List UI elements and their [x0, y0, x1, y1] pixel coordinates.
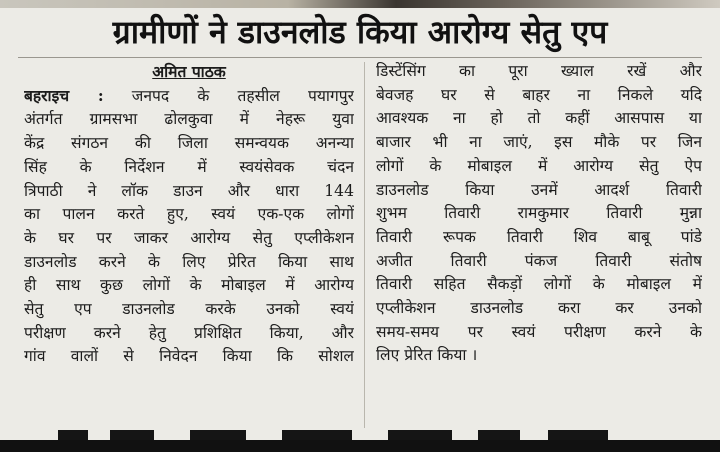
article-line: परीक्षण करने हेतु प्रशिक्षित किया, और	[24, 323, 354, 342]
dateline: बहराइच :	[24, 85, 104, 105]
article-line: त्रिपाठी ने लॉक डाउन और धारा 144	[24, 181, 354, 200]
article-line-text: जनपद के तहसील पयागपुर	[103, 86, 354, 105]
byline	[24, 60, 354, 84]
headline-rule	[18, 57, 702, 58]
article-line: केंद्र संगठन की जिला समन्वयक अनन्या	[24, 134, 354, 153]
article-line: बेवजह घर से बाहर ना निकले यदि	[376, 85, 702, 104]
article-line: लिए प्रेरित किया ।	[376, 346, 478, 365]
article-line: का पालन करते हुए, स्वयं एक-एक लोगों	[24, 205, 354, 224]
article-line: आवश्यक ना हो तो कहीं आसपास या	[376, 109, 702, 128]
article-line: समय-समय पर स्वयं परीक्षण करने के	[376, 322, 702, 341]
article-line: लोगों के मोबाइल में आरोग्य सेतु ऐप	[376, 156, 702, 175]
article-line: तिवारी सहित सैकड़ों लोगों के मोबाइल में	[376, 275, 702, 294]
article-line: बाजार भी ना जाएं, इस मौके पर जिन	[376, 133, 702, 152]
byline-text: अमित पाठक	[152, 62, 226, 81]
article-line: तिवारी रूपक तिवारी शिव बाबू पांडे	[376, 227, 702, 246]
article-line: शुभम तिवारी रामकुमार तिवारी मुन्ना	[376, 204, 702, 223]
article-line: एप्लीकेशन डाउनलोड करा कर उनको	[376, 299, 702, 318]
article-line: के घर पर जाकर आरोग्य सेतु एप्लीकेशन	[24, 228, 354, 247]
bottom-dark-band	[0, 440, 720, 452]
article-line: ही साथ कुछ लोगों के मोबाइल में आरोग्य	[24, 276, 354, 295]
article-line: डाउनलोड करने के लिए प्रेरित किया साथ	[24, 252, 354, 271]
article-line: गांव वालों से निवेदन किया कि सोशल	[24, 347, 354, 366]
article-line: अजीत तिवारी पंकज तिवारी संतोष	[376, 251, 702, 270]
article-line: सिंह के निर्देशन में स्वयंसेवक चंदन	[24, 157, 354, 176]
article-column-right	[376, 60, 702, 368]
article-line	[24, 84, 354, 109]
article-line: डिस्टेंसिंग का पूरा ख्याल रखें और	[376, 62, 702, 80]
article-line: अंतर्गत ग्रामसभा ढोलकुवा में नेहरू युवा	[24, 110, 354, 129]
headline: ग्रामीणों ने डाउनलोड किया आरोग्य सेतु एप	[112, 12, 608, 51]
article-column-left	[24, 60, 354, 369]
article-line: डाउनलोड किया उनमें आदर्श तिवारी	[376, 180, 702, 199]
column-divider	[364, 62, 365, 428]
article-line: सेतु एप डाउनलोड करके उनको स्वयं	[24, 300, 354, 319]
